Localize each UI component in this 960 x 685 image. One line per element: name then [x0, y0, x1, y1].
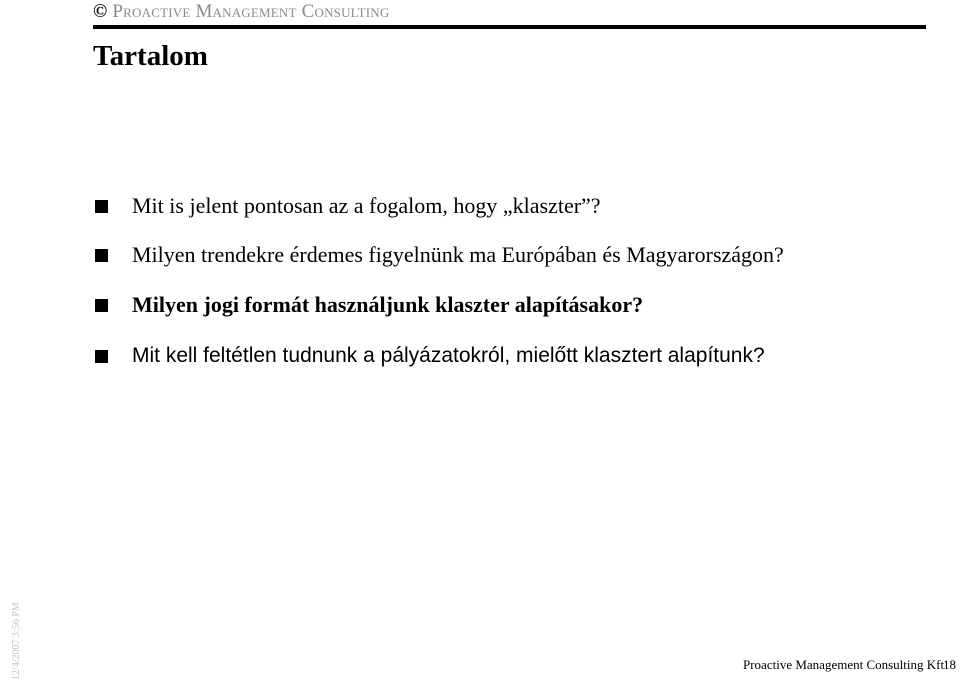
header-divider: [93, 25, 926, 29]
bullet-text: Milyen jogi formát használjunk klaszter alapításakor?: [132, 292, 644, 317]
bullet-item: [95, 235, 784, 275]
bullet-text: Mit is jelent pontosan az a fogalom, hogy „klaszter”?: [132, 193, 601, 218]
bullet-item: [95, 186, 601, 226]
page-number: 18: [943, 657, 956, 672]
footer-company-name: Proactive Management Consulting Kft: [743, 657, 945, 672]
bullet-item: [95, 336, 765, 376]
slide-header: [93, 1, 389, 23]
side-timestamp: 12/4/2007 3:56 PM: [11, 602, 22, 680]
square-bullet-icon: [95, 299, 108, 312]
square-bullet-icon: [95, 249, 108, 262]
header-company-name: Proactive Management Consulting: [112, 1, 390, 22]
bullet-text: Milyen trendekre érdemes figyelnünk ma Európában és Magyarországon?: [132, 242, 784, 267]
bullet-item: [95, 285, 643, 325]
slide-title: Tartalom: [93, 40, 208, 72]
square-bullet-icon: [95, 350, 108, 363]
copyright-symbol: ©: [93, 1, 108, 22]
bullet-text: Mit kell feltétlen tudnunk a pályázatokról, mielőtt klasztert alapítunk?: [132, 344, 765, 367]
square-bullet-icon: [95, 200, 108, 213]
